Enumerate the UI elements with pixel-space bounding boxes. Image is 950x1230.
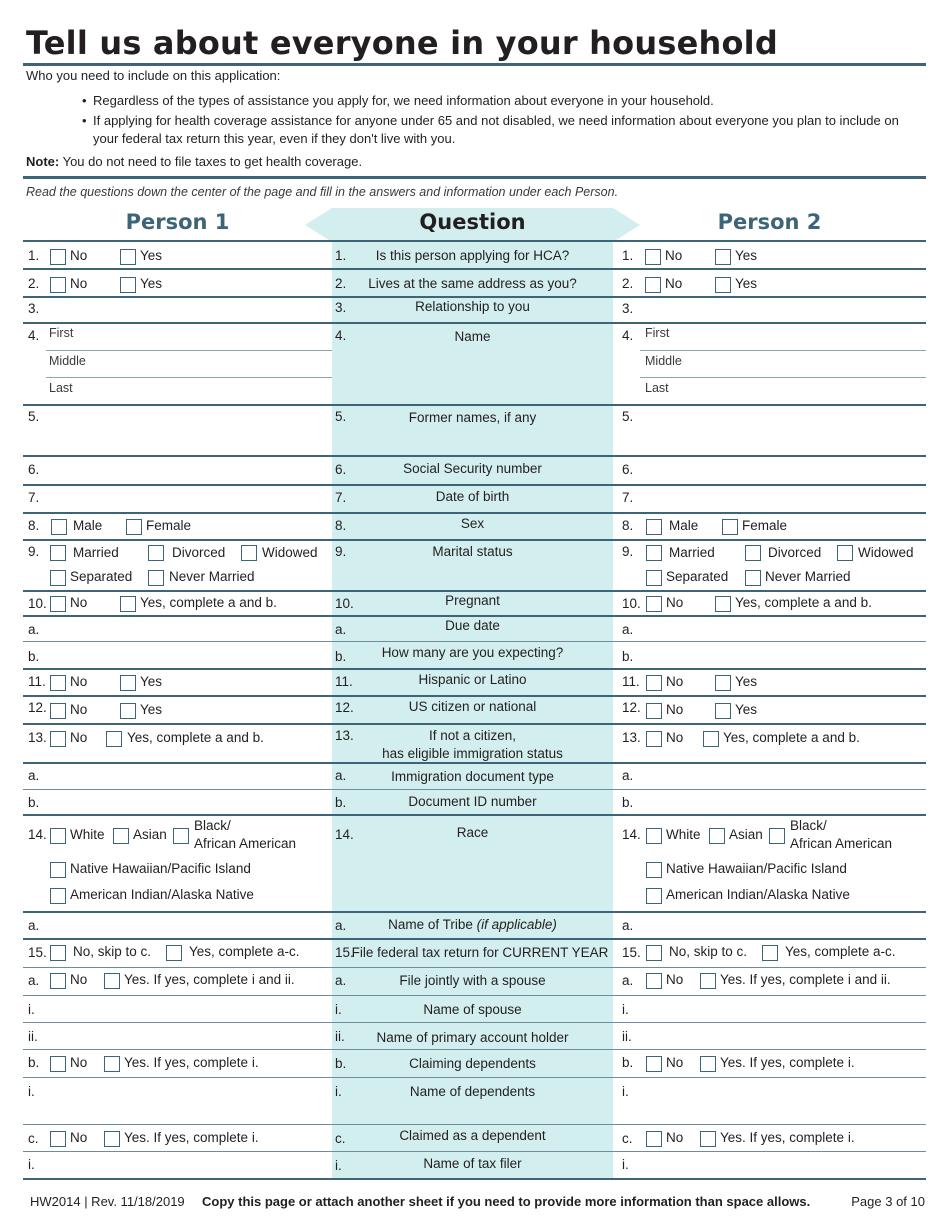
row-divider xyxy=(23,404,926,406)
option-label: No xyxy=(666,702,684,717)
checkbox-american-indian[interactable] xyxy=(50,888,66,904)
option-label: Yes, complete a-c. xyxy=(785,944,896,959)
option-label: No xyxy=(70,674,88,689)
row-number: 14. xyxy=(622,827,641,842)
question-text: Claimed as a dependent xyxy=(399,1128,546,1143)
option-label: No xyxy=(665,248,683,263)
question-number: i. xyxy=(335,1084,342,1099)
row-number: 3. xyxy=(622,301,634,316)
option-label: Yes xyxy=(735,702,758,717)
checkbox-yes[interactable] xyxy=(715,675,731,691)
option-label: Yes. If yes, complete i and ii. xyxy=(720,972,891,987)
question-number: b. xyxy=(335,1056,347,1071)
row-divider xyxy=(23,1022,926,1023)
question-number: a. xyxy=(335,768,347,783)
name-last-label: Last xyxy=(645,381,669,395)
checkbox-no[interactable] xyxy=(50,249,66,265)
row-number: a. xyxy=(28,768,40,783)
checkbox-no[interactable] xyxy=(646,675,662,691)
question-number: b. xyxy=(335,649,347,664)
row-divider xyxy=(23,1178,926,1180)
note xyxy=(26,154,362,169)
checkbox-yes[interactable] xyxy=(104,1056,120,1072)
checkbox-yes[interactable] xyxy=(715,703,731,719)
row-number: 6. xyxy=(28,462,40,477)
bullet-text: Regardless of the types of assistance you apply for, we need information about everyone in your household. xyxy=(93,93,714,108)
intro-text: Who you need to include on this application: xyxy=(26,68,281,83)
option-label: Female xyxy=(146,518,192,533)
row-number: i. xyxy=(28,1002,35,1017)
row-divider xyxy=(23,512,926,514)
checkbox-no[interactable] xyxy=(50,675,66,691)
option-label: African American xyxy=(194,836,297,851)
row-divider xyxy=(23,695,926,697)
question-number: i. xyxy=(335,1158,342,1173)
row-number: b. xyxy=(28,1055,40,1070)
row-number: 1. xyxy=(28,248,40,263)
question-number: 5. xyxy=(335,409,347,424)
row-number: 13. xyxy=(28,730,47,745)
checkbox-no[interactable] xyxy=(645,249,661,265)
question-number: 3. xyxy=(335,300,347,315)
checkbox-no[interactable] xyxy=(50,973,66,989)
question-text: Immigration document type xyxy=(391,769,554,784)
option-label: Yes. If yes, complete i and ii. xyxy=(124,972,295,987)
option-label: Yes, complete a and b. xyxy=(735,595,872,610)
checkbox-divorced[interactable] xyxy=(745,545,761,561)
row-number: a. xyxy=(28,622,40,637)
row-number: ii. xyxy=(622,1029,632,1044)
checkbox-yes[interactable] xyxy=(762,945,778,961)
row-number: 9. xyxy=(622,544,634,559)
option-label: Yes, complete a-c. xyxy=(189,944,300,959)
row-divider xyxy=(23,240,926,242)
row-divider xyxy=(23,967,926,968)
row-number: 8. xyxy=(622,518,634,533)
name-subline xyxy=(46,377,332,378)
question-number: 2. xyxy=(335,276,347,291)
option-label: Yes, complete a and b. xyxy=(723,730,860,745)
checkbox-no[interactable] xyxy=(645,277,661,293)
row-divider xyxy=(23,1049,926,1050)
form-id: HW2014 | Rev. 11/18/2019 xyxy=(30,1194,185,1209)
checkbox-no[interactable] xyxy=(50,277,66,293)
question-text: Name xyxy=(454,329,491,344)
header-question: Question xyxy=(419,210,526,234)
option-label: Divorced xyxy=(172,545,226,560)
checkbox-no[interactable] xyxy=(646,731,662,747)
row-number: ii. xyxy=(28,1029,38,1044)
checkbox-widowed[interactable] xyxy=(241,545,257,561)
question-text: Pregnant xyxy=(445,593,500,608)
row-number: 4. xyxy=(622,328,634,343)
question-number: ii. xyxy=(335,1029,345,1044)
option-label: Widowed xyxy=(262,545,318,560)
option-label: Black/ xyxy=(194,818,231,833)
row-number: b. xyxy=(622,1055,634,1070)
option-label: No xyxy=(70,248,88,263)
note-label: Note: xyxy=(26,154,60,169)
header-person-2: Person 2 xyxy=(717,210,822,234)
row-divider xyxy=(23,268,926,270)
row-number: b. xyxy=(28,795,40,810)
option-label: Yes. If yes, complete i. xyxy=(124,1130,259,1145)
question-line-2: has eligible immigration status xyxy=(382,746,563,761)
row-divider xyxy=(23,484,926,486)
checkbox-hawaiian[interactable] xyxy=(50,862,66,878)
title-rule xyxy=(23,63,926,66)
bullet-text: If applying for health coverage assistance for anyone under 65 and not disabled, we need information about everyone you plan to include on your federal tax return this year, even if they don't live with you. xyxy=(93,113,899,146)
option-label: No, skip to c. xyxy=(669,944,748,959)
name-subline xyxy=(640,350,926,351)
instructions: Read the questions down the center of the page and fill in the answers and information under each Person. xyxy=(26,185,619,199)
row-number: 3. xyxy=(28,301,40,316)
checkbox-asian[interactable] xyxy=(113,828,129,844)
option-label: Never Married xyxy=(765,569,851,584)
row-number: c. xyxy=(622,1131,633,1146)
option-label: Male xyxy=(73,518,103,533)
row-divider xyxy=(23,455,926,457)
row-number: a. xyxy=(28,973,40,988)
option-label: Native Hawaiian/Pacific Island xyxy=(666,861,847,876)
option-label: Yes xyxy=(735,674,758,689)
question-number: a. xyxy=(335,973,347,988)
checkbox-yes[interactable] xyxy=(715,277,731,293)
checkbox-divorced[interactable] xyxy=(148,545,164,561)
row-number: 8. xyxy=(28,518,40,533)
checkbox-married[interactable] xyxy=(646,545,662,561)
option-label: Female xyxy=(742,518,788,533)
option-label: Native Hawaiian/Pacific Island xyxy=(70,861,251,876)
checkbox-yes[interactable] xyxy=(700,973,716,989)
bullet-item xyxy=(82,112,917,148)
option-label: No xyxy=(70,1130,88,1145)
row-number: i. xyxy=(622,1002,629,1017)
question-number: 13. xyxy=(335,728,354,743)
question-text: Name of dependents xyxy=(409,1084,536,1099)
option-label: No xyxy=(666,1055,684,1070)
question-text: Social Security number xyxy=(403,461,542,476)
row-number: 2. xyxy=(622,276,634,291)
option-label: No xyxy=(666,674,684,689)
option-label: Married xyxy=(73,545,119,560)
question-number: 4. xyxy=(335,328,347,343)
checkbox-widowed[interactable] xyxy=(837,545,853,561)
checkbox-no[interactable] xyxy=(646,1131,662,1147)
row-number: b. xyxy=(28,649,40,664)
row-number: b. xyxy=(622,649,634,664)
option-label: Yes xyxy=(140,248,163,263)
row-divider xyxy=(23,814,926,816)
name-last-label: Last xyxy=(49,381,73,395)
question-note: (if applicable) xyxy=(472,917,557,932)
checkbox-no[interactable] xyxy=(646,945,662,961)
question-main: Name of Tribe xyxy=(388,917,473,932)
checkbox-white[interactable] xyxy=(646,828,662,844)
checkbox-no[interactable] xyxy=(646,703,662,719)
row-number: 13. xyxy=(622,730,641,745)
row-number: b. xyxy=(622,795,634,810)
question-number: 1. xyxy=(335,248,347,263)
checkbox-yes[interactable] xyxy=(700,1056,716,1072)
row-divider xyxy=(23,789,926,790)
checkbox-yes[interactable] xyxy=(104,1131,120,1147)
question-text: Name of spouse xyxy=(423,1002,522,1017)
question-text: Claiming dependents xyxy=(409,1056,536,1071)
question-text: File jointly with a spouse xyxy=(399,973,546,988)
question-text: Race xyxy=(456,825,489,840)
checkbox-no[interactable] xyxy=(50,1056,66,1072)
row-divider xyxy=(23,322,926,324)
checkbox-no[interactable] xyxy=(50,596,66,612)
checkbox-female[interactable] xyxy=(126,519,142,535)
option-label: Never Married xyxy=(169,569,255,584)
checkbox-no[interactable] xyxy=(646,596,662,612)
checkbox-yes[interactable] xyxy=(120,249,136,265)
checkbox-separated[interactable] xyxy=(646,570,662,586)
question-number: 8. xyxy=(335,518,347,533)
option-label: Yes xyxy=(735,248,758,263)
row-number: 1. xyxy=(622,248,634,263)
row-number: 11. xyxy=(622,674,640,689)
checkbox-no[interactable] xyxy=(50,703,66,719)
row-number: i. xyxy=(622,1084,629,1099)
row-number: a. xyxy=(622,973,634,988)
row-divider xyxy=(23,1124,926,1125)
question-text: Is this person applying for HCA? xyxy=(375,248,570,263)
question-number: i. xyxy=(335,1002,342,1017)
row-number: 5. xyxy=(622,409,634,424)
name-first-label: First xyxy=(49,326,74,340)
checkbox-yes[interactable] xyxy=(166,945,182,961)
row-divider xyxy=(23,1077,926,1078)
option-label: No xyxy=(666,1130,684,1145)
bullet-icon: • xyxy=(82,113,87,128)
option-label: Yes xyxy=(140,702,163,717)
checkbox-black[interactable] xyxy=(769,828,785,844)
row-divider xyxy=(23,723,926,725)
question-number: c. xyxy=(335,1131,346,1146)
footer-message: Copy this page or attach another sheet if you need to provide more information than space allows. xyxy=(202,1194,811,1209)
option-label: No xyxy=(666,595,684,610)
row-divider xyxy=(23,668,926,670)
checkbox-yes[interactable] xyxy=(104,973,120,989)
option-label: No xyxy=(70,702,88,717)
checkbox-never-married[interactable] xyxy=(148,570,164,586)
row-number: i. xyxy=(622,1157,629,1172)
checkbox-no[interactable] xyxy=(646,973,662,989)
page-title: Tell us about everyone in your household xyxy=(26,24,778,62)
question-text: Name of tax filer xyxy=(423,1156,522,1171)
page-number: Page 3 of 10 xyxy=(851,1194,925,1209)
option-label: Yes xyxy=(735,276,758,291)
name-middle-label: Middle xyxy=(49,354,86,368)
option-label: Yes, complete a and b. xyxy=(140,595,277,610)
option-label: American Indian/Alaska Native xyxy=(666,887,850,902)
name-subline xyxy=(640,377,926,378)
option-label: No xyxy=(70,972,88,987)
checkbox-yes[interactable] xyxy=(120,596,136,612)
checkbox-no[interactable] xyxy=(50,731,66,747)
row-number: c. xyxy=(28,1131,39,1146)
option-label: No xyxy=(666,972,684,987)
question-text: Relationship to you xyxy=(415,299,530,314)
question-number: a. xyxy=(335,918,347,933)
question-text: Due date xyxy=(445,618,500,633)
checkbox-white[interactable] xyxy=(50,828,66,844)
question-text: Date of birth xyxy=(435,489,510,504)
checkbox-no[interactable] xyxy=(50,1131,66,1147)
option-label: Yes, complete a and b. xyxy=(127,730,264,745)
row-number: 6. xyxy=(622,462,634,477)
question-text: Lives at the same address as you? xyxy=(368,276,577,291)
row-number: a. xyxy=(622,622,634,637)
row-divider xyxy=(23,938,926,940)
row-number: 15. xyxy=(622,945,641,960)
question-number: 12. xyxy=(335,700,354,715)
checkbox-american-indian[interactable] xyxy=(646,888,662,904)
row-number: 15. xyxy=(28,945,47,960)
row-number: a. xyxy=(622,918,634,933)
option-label: Asian xyxy=(729,827,763,842)
question-text: How many are you expecting? xyxy=(381,645,564,660)
option-label: No xyxy=(665,276,683,291)
row-divider xyxy=(23,911,926,913)
checkbox-separated[interactable] xyxy=(50,570,66,586)
option-label: American Indian/Alaska Native xyxy=(70,887,254,902)
row-number: 2. xyxy=(28,276,40,291)
option-label: White xyxy=(666,827,701,842)
option-label: No xyxy=(666,730,684,745)
name-first-label: First xyxy=(645,326,670,340)
option-label: White xyxy=(70,827,105,842)
question-text: US citizen or national xyxy=(408,699,537,714)
row-number: a. xyxy=(622,768,634,783)
option-label: African American xyxy=(790,836,893,851)
row-divider xyxy=(23,539,926,541)
option-label: Widowed xyxy=(858,545,914,560)
question-text: File federal tax return for CURRENT YEAR xyxy=(351,945,609,960)
bullet-icon: • xyxy=(82,93,87,108)
option-label: Separated xyxy=(666,569,729,584)
row-divider xyxy=(23,1151,926,1152)
question-text: Former names, if any xyxy=(408,410,537,425)
row-number: 14. xyxy=(28,827,47,842)
checkbox-male[interactable] xyxy=(51,519,67,535)
option-label: No xyxy=(70,276,88,291)
question-text xyxy=(332,727,613,763)
checkbox-yes[interactable] xyxy=(106,731,122,747)
row-number: 12. xyxy=(622,700,641,715)
checkbox-yes[interactable] xyxy=(715,596,731,612)
note-text: You do not need to file taxes to get health coverage. xyxy=(59,154,363,169)
question-text: Name of primary account holder xyxy=(376,1030,569,1045)
question-number: 9. xyxy=(335,544,347,559)
checkbox-yes[interactable] xyxy=(120,703,136,719)
question-number: 15. xyxy=(335,945,354,960)
option-label: Yes. If yes, complete i. xyxy=(720,1055,855,1070)
question-number: 11. xyxy=(335,674,353,689)
checkbox-yes[interactable] xyxy=(120,277,136,293)
checkbox-never-married[interactable] xyxy=(745,570,761,586)
option-label: No xyxy=(70,595,88,610)
row-number: 7. xyxy=(622,490,634,505)
row-number: 11. xyxy=(28,674,46,689)
question-text: Hispanic or Latino xyxy=(418,672,527,687)
row-divider xyxy=(23,641,926,642)
checkbox-married[interactable] xyxy=(50,545,66,561)
option-label: Divorced xyxy=(768,545,822,560)
row-number: 7. xyxy=(28,490,40,505)
question-text: Sex xyxy=(460,516,485,531)
row-number: i. xyxy=(28,1084,35,1099)
checkbox-no[interactable] xyxy=(646,1056,662,1072)
option-label: Male xyxy=(669,518,699,533)
checkbox-yes[interactable] xyxy=(120,675,136,691)
checkbox-male[interactable] xyxy=(646,519,662,535)
question-line-1: If not a citizen, xyxy=(428,728,517,743)
checkbox-hawaiian[interactable] xyxy=(646,862,662,878)
question-text: Document ID number xyxy=(408,794,537,809)
row-number: i. xyxy=(28,1157,35,1172)
row-number: 5. xyxy=(28,409,40,424)
checkbox-yes[interactable] xyxy=(703,731,719,747)
question-number: 6. xyxy=(335,462,347,477)
bullet-item xyxy=(82,92,917,110)
row-divider xyxy=(23,995,926,996)
option-label: No xyxy=(70,730,88,745)
question-number: a. xyxy=(335,622,347,637)
row-number: 4. xyxy=(28,328,40,343)
option-label: Black/ xyxy=(790,818,827,833)
question-text xyxy=(332,916,613,934)
question-number: 7. xyxy=(335,490,347,505)
option-label: Yes. If yes, complete i. xyxy=(124,1055,259,1070)
name-subline xyxy=(46,350,332,351)
option-label: Yes. If yes, complete i. xyxy=(720,1130,855,1145)
checkbox-female[interactable] xyxy=(722,519,738,535)
checkbox-yes[interactable] xyxy=(700,1131,716,1147)
row-number: a. xyxy=(28,918,40,933)
row-number: 10. xyxy=(28,596,47,611)
section-rule xyxy=(23,176,926,179)
question-text: Marital status xyxy=(432,544,513,559)
option-label: Separated xyxy=(70,569,133,584)
option-label: Yes xyxy=(140,674,163,689)
header-person-1: Person 1 xyxy=(125,210,230,234)
option-label: Asian xyxy=(133,827,167,842)
name-middle-label: Middle xyxy=(645,354,682,368)
option-label: Yes xyxy=(140,276,163,291)
option-label: No, skip to c. xyxy=(73,944,152,959)
checkbox-yes[interactable] xyxy=(715,249,731,265)
row-number: 10. xyxy=(622,596,641,611)
checkbox-black[interactable] xyxy=(173,828,189,844)
checkbox-asian[interactable] xyxy=(709,828,725,844)
option-label: No xyxy=(70,1055,88,1070)
row-number: 9. xyxy=(28,544,40,559)
option-label: Married xyxy=(669,545,715,560)
question-number: b. xyxy=(335,795,347,810)
checkbox-no[interactable] xyxy=(50,945,66,961)
row-number: 12. xyxy=(28,700,47,715)
question-number: 10. xyxy=(335,596,354,611)
question-number: 14. xyxy=(335,827,354,842)
